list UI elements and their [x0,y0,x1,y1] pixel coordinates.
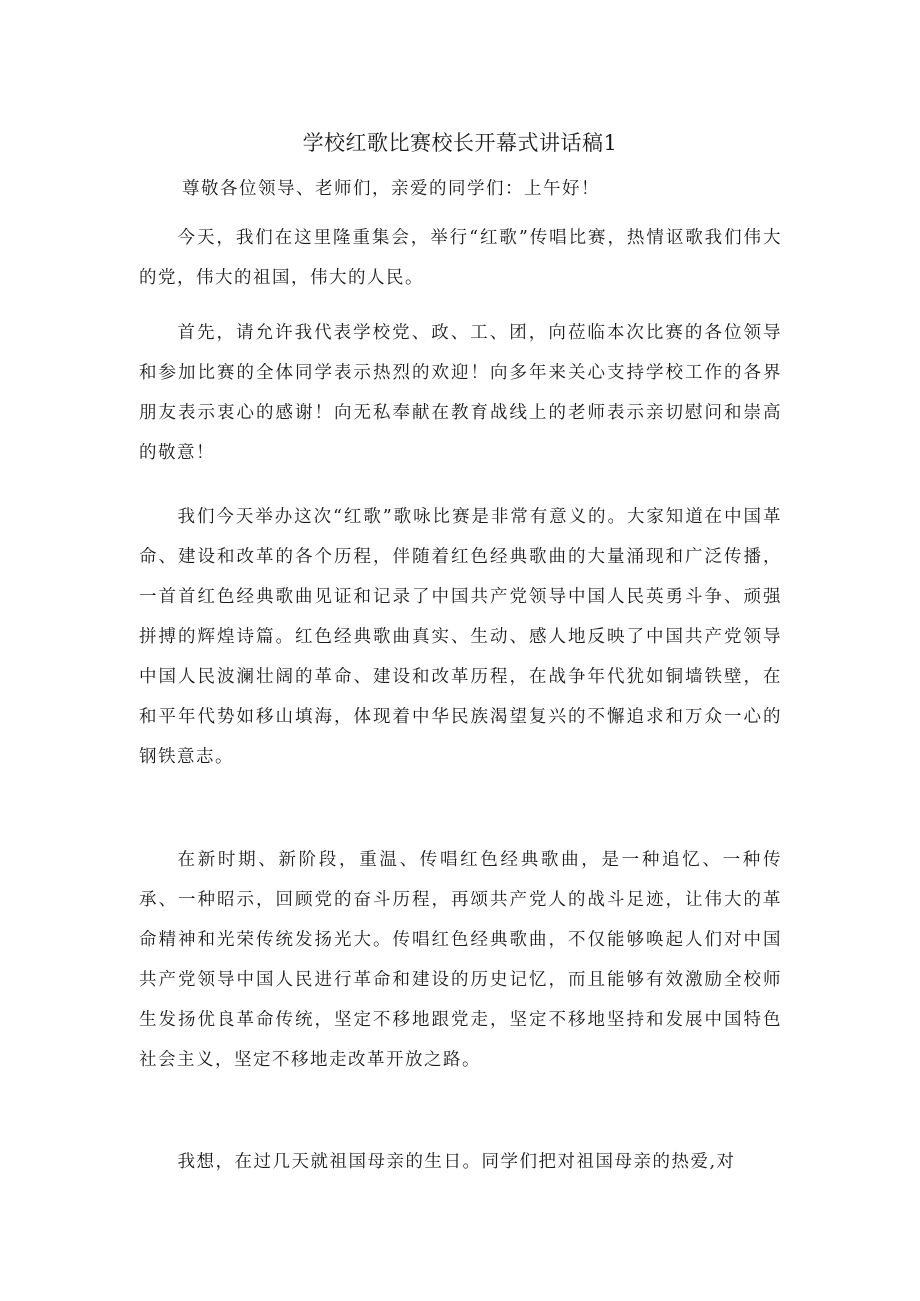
greeting-line: 尊敬各位领导、老师们，亲爱的同学们：上午好！ [182,179,600,199]
paragraph-5: 我想，在过几天就祖国母亲的生日。同学们把对祖国母亲的热爱,对 [177,1152,736,1172]
paragraph-1: 今天，我们在这里隆重集会，举行“红歌”传唱比赛，热情讴歌我们伟大的党，伟大的祖国，伟大的人民。 [139,228,782,288]
paragraph-4: 在新时期、新阶段，重温、传唱红色经典歌曲，是一种追忆、一种传承、一种昭示，回顾党的奋斗历程，再颂共产党人的战斗足迹，让伟大的革命精神和光荣传统发扬光大。传唱红色经典歌曲，不仅能够唤起人们对中国共产党领导中国人民进行革命和建设的历史记忆，而且能够有效激励全校师生发扬优良革命传统，坚定不移地跟党走，坚定不移地坚持和发展中国特色社会主义，坚定不移地走改革开放之路。 [139,850,782,1070]
document-title: 学校红歌比赛校长开幕式讲话稿1 [302,131,618,155]
paragraph-2: 首先，请允许我代表学校党、政、工、团，向莅临本次比赛的各位领导和参加比赛的全体同学表示热烈的欢迎！向多年来关心支持学校工作的各界朋友表示衷心的感谢！向无私奉献在教育战线上的老师表示亲切慰问和崇高的敬意！ [139,323,782,463]
paragraph-3: 我们今天举办这次“红歌”歌咏比赛是非常有意义的。大家知道在中国革命、建设和改革的各个历程，伴随着红色经典歌曲的大量涌现和广泛传播，一首首红色经典歌曲见证和记录了中国共产党领导中国人民英勇斗争、顽强拼搏的辉煌诗篇。红色经典歌曲真实、生动、感人地反映了中国共产党领导中国人民波澜壮阔的革命、建设和改革历程，在战争年代犹如铜墙铁壁，在和平年代势如移山填海，体现着中华民族渴望复兴的不懈追求和万众一心的钢铁意志。 [139,507,782,767]
